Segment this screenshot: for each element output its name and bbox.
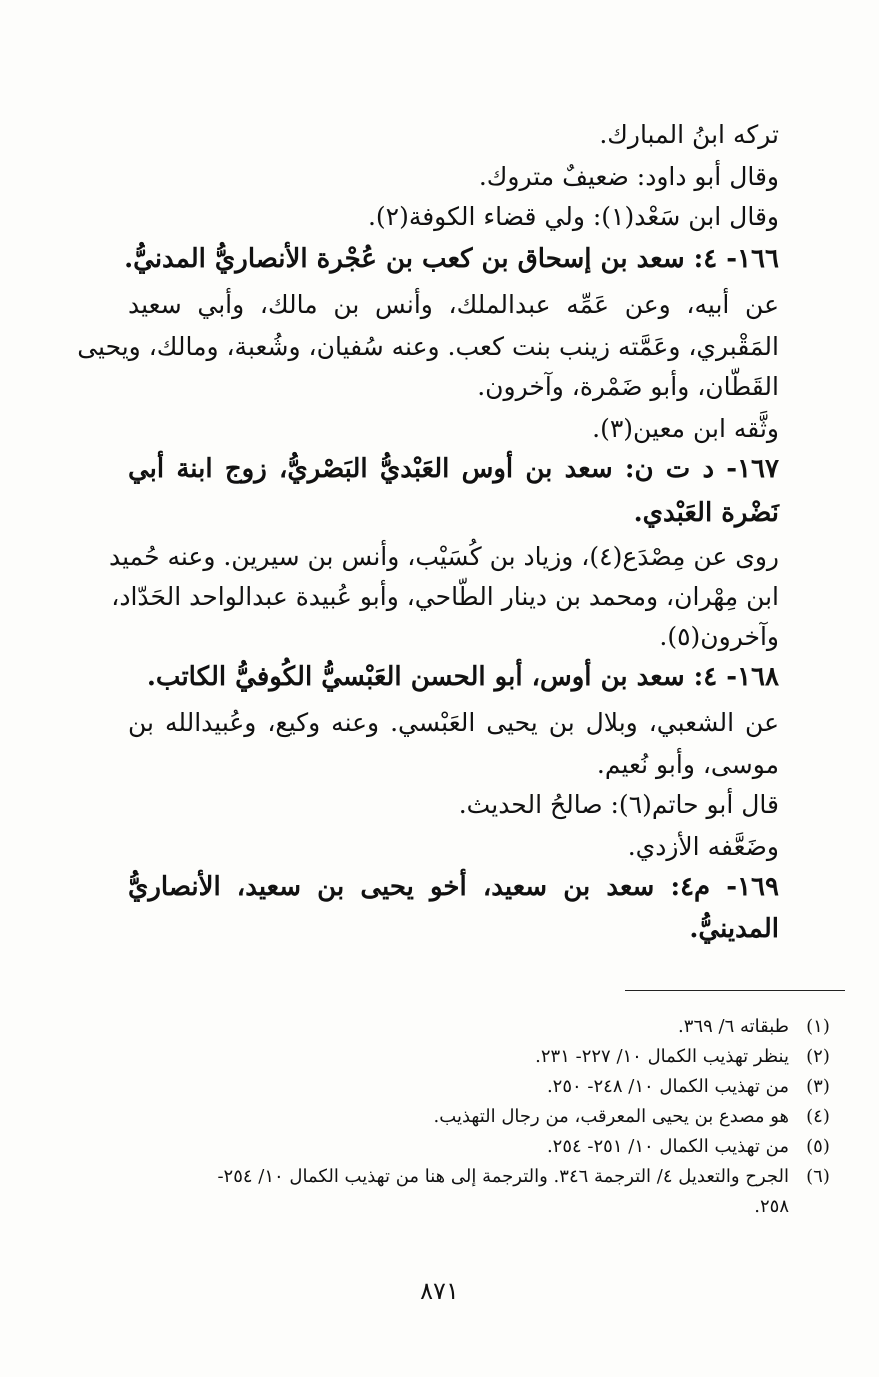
footnote-divider	[625, 990, 845, 991]
body-line: ابن مِهْران، ومحمد بن دينار الطّاحي، وأبو عُبيدة عبدالواحد الحَدّاد،	[111, 582, 779, 611]
body-line: روى عن مِصْدَع(٤)، وزياد بن كُسَيْب، وأنس بن سيرين. وعنه حُميد	[108, 542, 779, 571]
body-line: وقال أبو داود: ضعيفٌ متروك.	[478, 162, 779, 191]
entry-heading-166: ١٦٦- ٤: سعد بن إسحاق بن كعب بن عُجْرة الأنصاريُّ المدنيُّ.	[124, 244, 779, 274]
entry-heading-168: ١٦٨- ٤: سعد بن أوس، أبو الحسن العَبْسيُّ الكُوفيُّ الكاتب.	[146, 662, 779, 692]
page-number: ٨٧١	[420, 1277, 459, 1305]
footnote-text: من تهذيب الكمال ١٠/ ٢٤٨- ٢٥٠.	[546, 1076, 789, 1097]
body-line: عن أبيه، وعن عَمِّه عبدالملك، وأنس بن مالك، وأبي سعيد	[128, 290, 779, 319]
footnote-number: (٢)	[806, 1046, 830, 1067]
body-line: القَطّان، وأبو ضَمْرة، وآخرون.	[477, 372, 779, 401]
footnote-number: (٥)	[806, 1136, 830, 1157]
footnote-number: (٣)	[806, 1076, 830, 1097]
footnote	[678, 1014, 847, 1040]
entry-heading-167-cont: نَضْرة العَبْدي.	[633, 498, 779, 528]
body-line: موسى، وأبو نُعيم.	[596, 750, 779, 779]
body-line: قال أبو حاتم(٦): صالحُ الحديث.	[458, 790, 779, 819]
body-line: وقال ابن سَعْد(١): ولي قضاء الكوفة(٢).	[367, 202, 779, 231]
footnote-text: ينظر تهذيب الكمال ١٠/ ٢٢٧- ٢٣١.	[535, 1046, 789, 1067]
footnote-text: ٢٥٨.	[754, 1196, 789, 1217]
body-line: وضَعَّفه الأزدي.	[627, 832, 779, 861]
body-line: وآخرون(٥).	[659, 622, 779, 651]
footnote-number: (١)	[806, 1016, 830, 1037]
body-line: المَقْبري، وعَمَّته زينب بنت كعب. وعنه سُفيان، وشُعبة، ومالك، ويحيى	[77, 332, 779, 361]
entry-heading-169-cont: المدينيُّ.	[689, 914, 779, 944]
footnote	[547, 1074, 847, 1100]
body-line: وثَّقه ابن معين(٣).	[592, 414, 779, 443]
body-line: تركه ابنُ المبارك.	[599, 120, 779, 149]
footnote-number: (٦)	[806, 1166, 830, 1187]
entry-heading-167: ١٦٧- د ت ن: سعد بن أوس العَبْديُّ البَصْريُّ، زوج ابنة أبي	[128, 454, 779, 484]
footnote	[535, 1044, 847, 1070]
footnote	[434, 1104, 847, 1130]
footnote-continuation	[754, 1194, 847, 1220]
footnote	[217, 1164, 847, 1190]
footnote-number: (٤)	[806, 1106, 830, 1127]
footnote-text: من تهذيب الكمال ١٠/ ٢٥١- ٢٥٤.	[546, 1136, 789, 1157]
footnote-text: الجرح والتعديل ٤/ الترجمة ٣٤٦. والترجمة إلى هنا من تهذيب الكمال ١٠/ ٢٥٤-	[217, 1166, 789, 1187]
footnote	[547, 1134, 847, 1160]
entry-heading-169: ١٦٩- م٤: سعد بن سعيد، أخو يحيى بن سعيد، الأنصاريُّ	[128, 872, 779, 902]
body-line: عن الشعبي، وبلال بن يحيى العَبْسي. وعنه وكيع، وعُبيدالله بن	[128, 708, 779, 737]
footnote-text: طبقاته ٦/ ٣٦٩.	[678, 1016, 789, 1037]
footnote-text: هو مصدع بن يحيى المعرقب، من رجال التهذيب.	[433, 1106, 789, 1127]
